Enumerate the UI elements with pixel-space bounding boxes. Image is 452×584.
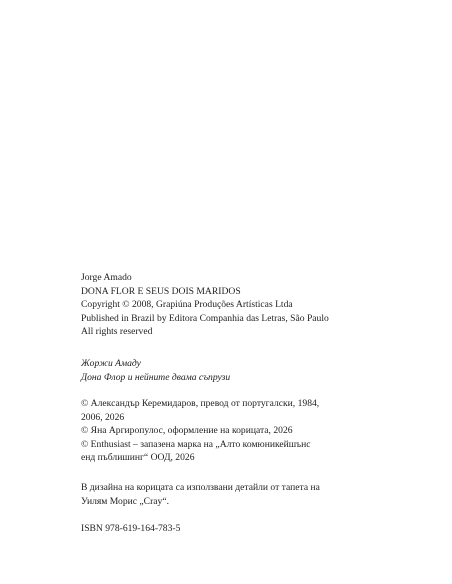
cover-design-note-line2: Уилям Морис „Cray“. — [81, 495, 169, 507]
isbn-block — [81, 522, 421, 536]
bulgarian-edition-info — [81, 357, 421, 384]
isbn: ISBN 978-619-164-783-5 — [81, 523, 181, 534]
cover-design-note — [81, 481, 421, 508]
translation-copyright-years: 2006, 2026 — [81, 411, 125, 423]
original-rights: All rights reserved — [81, 326, 153, 337]
trademark-copyright-cont: енд пъблишинг“ ООД, 2026 — [81, 452, 195, 463]
original-edition-info — [81, 271, 421, 339]
translation-copyright: © Александър Керемидаров, превод от португалски, 1984, — [81, 398, 320, 409]
bulgarian-author: Жоржи Амаду — [81, 358, 141, 369]
original-title: DONA FLOR E SEUS DOIS MARIDOS — [81, 285, 241, 297]
bulgarian-title: Дона Флор и нейните двама съпрузи — [81, 371, 231, 383]
bulgarian-copyrights — [81, 397, 421, 465]
original-publisher: Published in Brazil by Editora Companhia das Letras, São Paulo — [81, 312, 329, 324]
trademark-copyright: © Enthusiast – запазена марка на „Алто комюникейшънс — [81, 438, 311, 450]
cover-design-note-line1: В дизайна на корицата са използвани детайли от тапета на — [81, 482, 320, 493]
cover-design-copyright: © Яна Аргиропулос, оформление на корицата, 2026 — [81, 425, 293, 436]
original-author: Jorge Amado — [81, 272, 132, 283]
original-copyright: Copyright © 2008, Grapiúna Produções Artísticas Ltda — [81, 299, 293, 310]
